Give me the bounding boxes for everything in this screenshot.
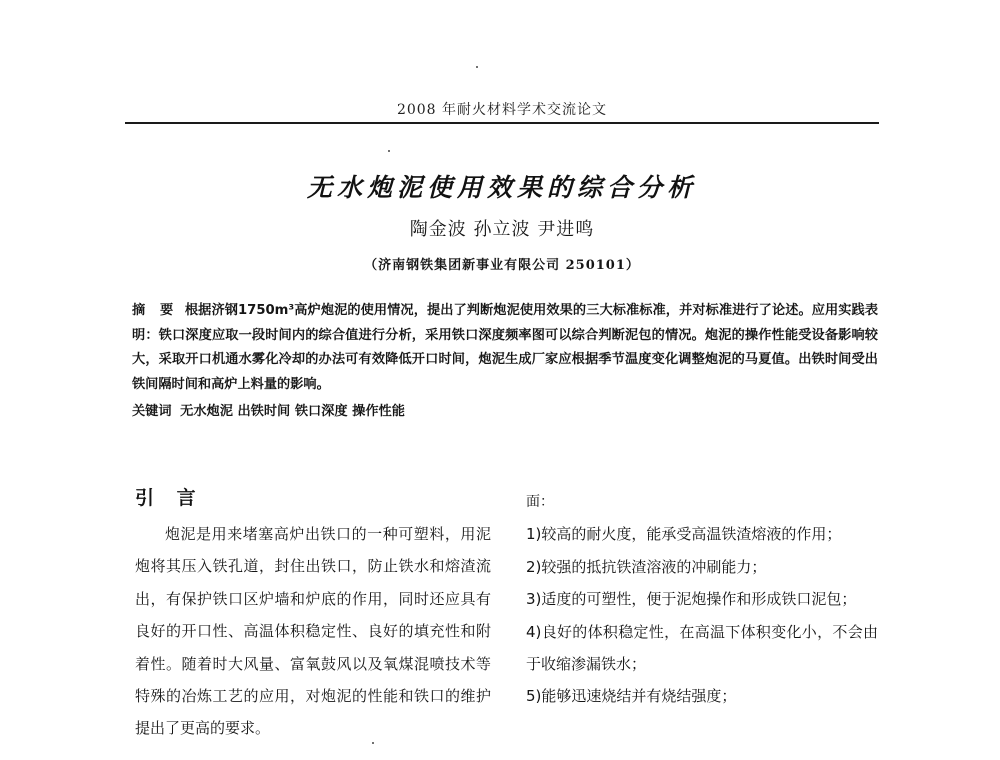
right-column-lead: 面： xyxy=(526,494,554,510)
introduction-paragraph: 炮泥是用来堵塞高炉出铁口的一种可塑料，用泥炮将其压入铁孔道，封住出铁口，防止铁水和熔渣流出，有保护铁口区炉墙和炉底的作用，同时还应具有良好的开口性、高温体积稳定性、良好的填充性和附着性。随着时大风量、富氧鼓风以及氧煤混喷技术等特殊的冶炼工艺的应用，对炮泥的性能和铁口的维护提出了更高的要求。 xyxy=(135,525,491,738)
requirements-list xyxy=(526,518,878,712)
list-item: 2)较强的抵抗铁渣溶液的冲刷能力； xyxy=(526,557,767,576)
abstract-label: 摘 要 xyxy=(132,303,179,318)
list-item: 1)较高的耐火度，能承受高温铁渣熔液的作用； xyxy=(526,525,842,544)
paper-affiliation: （济南钢铁集团新事业有限公司 250101） xyxy=(364,258,640,273)
abstract-block xyxy=(132,299,878,397)
paper-title: 无水炮泥使用效果的综合分析 xyxy=(306,173,697,202)
scan-speck xyxy=(372,742,374,744)
list-item: 4)良好的体积稳定性，在高温下体积变化小，不会由于收缩渗漏铁水； xyxy=(526,622,878,674)
scan-speck xyxy=(476,66,478,68)
right-column xyxy=(526,486,878,713)
keywords-block xyxy=(132,400,878,419)
keywords-text: 无水炮泥 出铁时间 铁口深度 操作性能 xyxy=(180,404,405,419)
list-item: 3)适度的可塑性，便于泥炮操作和形成铁口泥包； xyxy=(526,590,857,609)
header-rule xyxy=(125,122,879,124)
keywords-label: 关键词 xyxy=(132,404,172,419)
abstract-text: 根据济钢1750m³高炉炮泥的使用情况，提出了判断炮泥使用效果的三大标准标准，并对标准进行了论述。应用实践表明：铁口深度应取一段时间内的综合值进行分析，采用铁口深度频率图可以综合判断泥包的情况。炮泥的操作性能受设备影响较大，采取开口机通水雾化冷却的办法可有效降低开口时间，炮泥生成厂家应根据季节温度变化调整炮泥的马夏值。出铁时间受出铁间隔时间和高炉上料量的影响。 xyxy=(132,303,879,392)
running-header: 2008 年耐火材料学术交流论文 xyxy=(396,102,608,118)
paper-authors: 陶金波 孙立波 尹进鸣 xyxy=(409,219,595,240)
scan-speck xyxy=(388,150,390,152)
section-heading-introduction: 引 言 xyxy=(135,487,204,509)
list-item: 5)能够迅速烧结并有烧结强度； xyxy=(526,687,737,706)
left-column xyxy=(135,486,491,745)
